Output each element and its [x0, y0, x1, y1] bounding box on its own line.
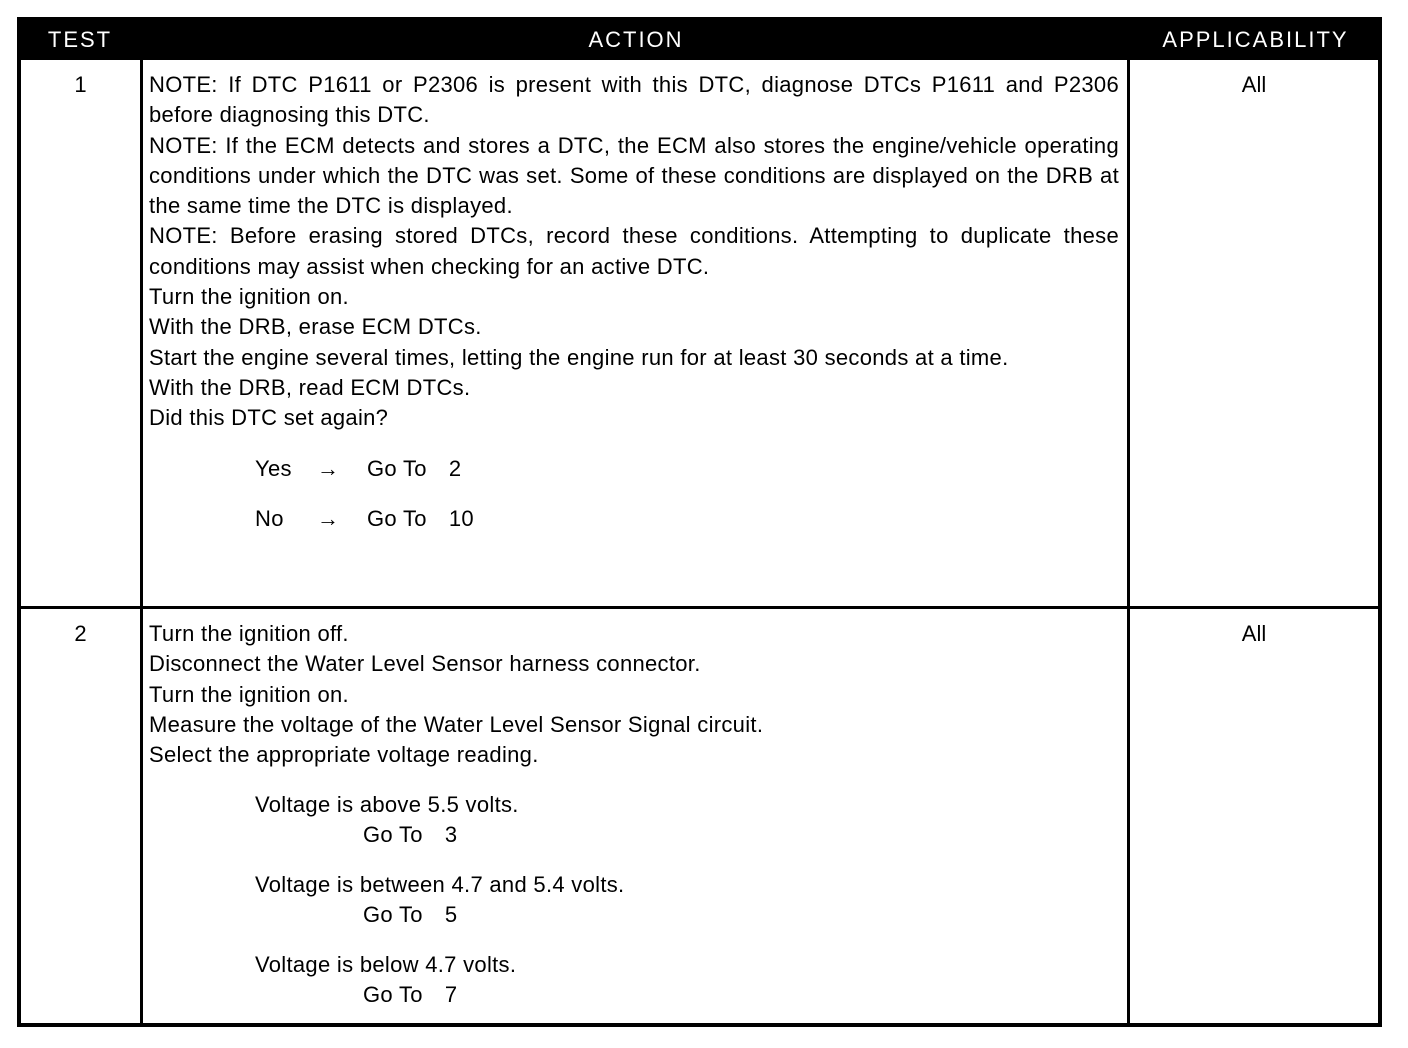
- row-divider: [21, 606, 1378, 609]
- goto-target: 3: [444, 822, 458, 848]
- header-action: ACTION: [588, 27, 684, 52]
- row-1-action: [149, 70, 1119, 534]
- row-1-test-number: 1: [74, 72, 87, 97]
- goto-label: Go To: [363, 822, 423, 848]
- column-divider: [1127, 60, 1130, 1023]
- action-step: Turn the ignition off.: [149, 621, 349, 646]
- action-step: Disconnect the Water Level Sensor harness connector.: [149, 651, 701, 677]
- answer-options: [149, 454, 1119, 534]
- goto-target: 5: [444, 902, 458, 928]
- action-step: NOTE: If DTC P1611 or P2306 is present with this DTC, diagnose DTCs P1611 and P2306 before diagnosing this DTC.: [149, 72, 1119, 128]
- goto-target: 2: [448, 455, 462, 481]
- voltage-option: [255, 950, 1119, 1010]
- action-step: Select the appropriate voltage reading.: [149, 742, 539, 768]
- goto-label: Go To: [363, 982, 423, 1008]
- goto-label: Go To: [367, 505, 427, 531]
- option-label: Yes: [255, 455, 292, 481]
- goto-target: 10: [448, 505, 474, 531]
- voltage-condition: Voltage is above 5.5 volts.: [255, 792, 519, 818]
- row-1-applicability: All: [1241, 72, 1267, 97]
- row-2-test-number: 2: [74, 621, 87, 646]
- voltage-option: [255, 870, 1119, 930]
- action-step: With the DRB, erase ECM DTCs.: [149, 314, 482, 340]
- row-2-applicability: All: [1241, 621, 1267, 646]
- option-label: No: [255, 505, 284, 531]
- goto-label: Go To: [363, 902, 423, 928]
- action-question: Did this DTC set again?: [149, 405, 389, 431]
- header-test: TEST: [47, 27, 113, 52]
- voltage-goto: [255, 820, 1119, 850]
- column-divider: [140, 60, 143, 1023]
- action-step: Measure the voltage of the Water Level Sensor Signal circuit.: [149, 711, 764, 737]
- voltage-condition: Voltage is below 4.7 volts.: [255, 952, 517, 978]
- action-step: With the DRB, read ECM DTCs.: [149, 374, 471, 400]
- diagnostic-table: [17, 17, 1382, 1027]
- option-no: [255, 504, 1119, 534]
- action-step: Turn the ignition on.: [149, 681, 349, 707]
- row-2-action: [149, 619, 1119, 1010]
- voltage-options: [149, 790, 1119, 1010]
- action-step: NOTE: Before erasing stored DTCs, record these conditions. Attempting to duplicate these conditions may assist when checking for an active DTC.: [149, 223, 1119, 279]
- arrow-icon: →: [317, 505, 340, 531]
- goto-target: 7: [444, 982, 458, 1008]
- voltage-goto: [255, 900, 1119, 930]
- action-step: Start the engine several times, letting the engine run for at least 30 seconds at a time.: [149, 344, 1009, 370]
- action-step: Turn the ignition on.: [149, 284, 349, 310]
- goto-label: Go To: [367, 455, 427, 481]
- table-header: [21, 21, 1378, 60]
- action-step: NOTE: If the ECM detects and stores a DTC, the ECM also stores the engine/vehicle operating conditions under which the DTC was set. Some of these conditions are displayed on the DRB at the same time the DTC is displayed.: [149, 132, 1119, 219]
- voltage-condition: Voltage is between 4.7 and 5.4 volts.: [255, 872, 625, 898]
- header-applicability: APPLICABILITY: [1162, 27, 1349, 52]
- arrow-icon: →: [317, 455, 340, 481]
- voltage-goto: [255, 980, 1119, 1010]
- voltage-option: [255, 790, 1119, 850]
- option-yes: [255, 454, 1119, 484]
